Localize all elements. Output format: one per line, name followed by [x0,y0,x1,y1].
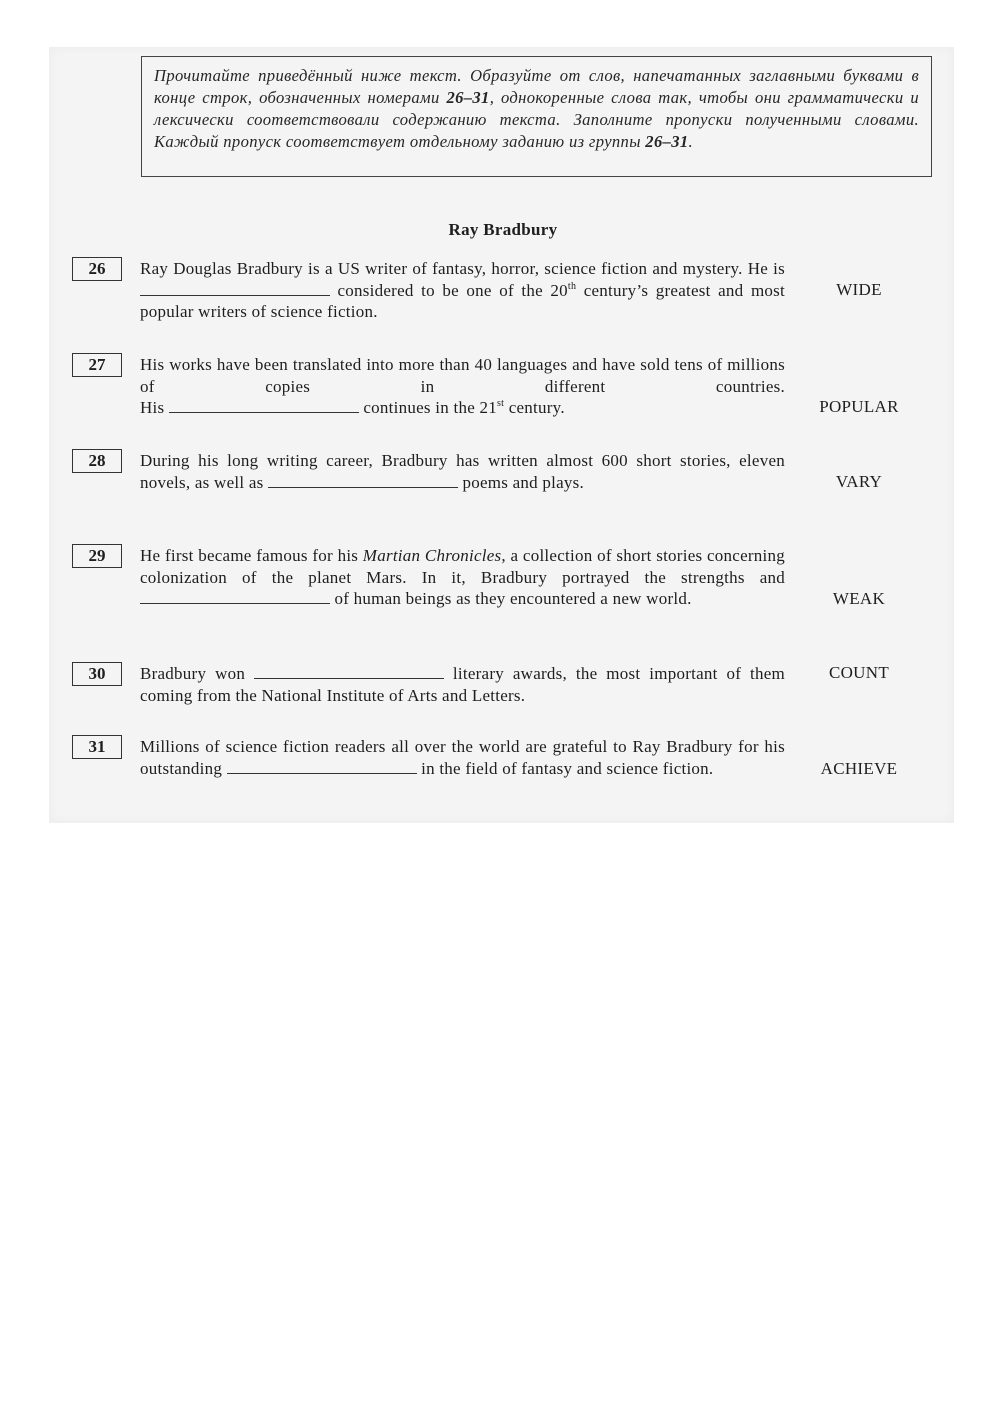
task-text-28 [140,450,785,493]
task-29-text-before: He first became famous for his [140,546,363,565]
task-26-text-after: considered to be one of the [330,280,551,300]
task-26-text-before: Ray Douglas Bradbury is a US writer of fantasy, horror, science fiction and mystery. He is [140,259,785,278]
instructions-text-1: Прочитайте приведённый ниже текст. Образуйте от слов, напечатанных заглавными буквами в конце строк, обозначенных номерами [154,66,919,107]
keyword-29: WEAK [832,589,886,608]
instructions-text-2: , однокоренные слова так, чтобы они грамматически и лексически соответствовали содержанию текста. Заполните пропуски полученными словами. Каждый пропуск соответствует отдельному заданию из группы [154,88,919,151]
task-26-text-tail: century’s greatest and most popular writers of science fiction. [140,280,786,321]
task-text-29 [140,545,785,610]
task-27-text-lines: His works have been translated into more than 40 languages and have sold tens of millions of copies in different countries. [140,355,785,396]
keyword-27: POPULAR [819,397,899,416]
answer-blank-28[interactable] [268,475,458,488]
keyword-26: WIDE [836,280,882,299]
task-29-text-after: of human beings as they encountered a new world. [330,589,692,608]
task-text-30 [140,663,785,706]
instructions-text-3: . [688,132,694,151]
task-number-29: 29 [72,544,122,568]
task-27-text-after: continues in the [358,398,480,417]
task-29-text-middle: , a collection of short stories concerning colonization of the planet Mars. In it, Bradbury portrayed the strengths and [140,546,785,587]
task-27-superscript: st [497,398,505,409]
task-28-text-after: poems and plays. [457,472,585,492]
task-27-text-tail: century. [504,398,565,417]
answer-blank-30[interactable] [254,666,444,679]
answer-blank-29[interactable] [140,591,330,604]
task-number-26: 26 [72,257,122,281]
task-number-30: 30 [72,662,122,686]
text-title: Ray Bradbury [448,220,558,239]
answer-blank-27[interactable] [169,400,359,413]
task-27-century: 21 [479,398,498,417]
answer-blank-26[interactable] [140,283,330,296]
task-28-text-before: During his long writing career, Bradbury has written almost 600 short stories, eleven novels, as well as [140,451,785,492]
instructions-range-1: 26–31 [446,88,490,107]
task-27-text-before: His [140,398,169,417]
keyword-31: ACHIEVE [820,759,898,778]
keyword-28: VARY [835,472,883,491]
task-26-superscript: th [567,280,577,292]
instructions-range-2: 26–31 [645,132,689,151]
task-number-27: 27 [72,353,122,377]
task-30-text-before: Bradbury won [140,664,255,683]
task-31-text-after: in the field of fantasy and science fiction. [416,758,714,778]
task-text-26 [140,258,785,323]
task-26-century: 20 [550,280,568,300]
task-number-28: 28 [72,449,122,473]
task-text-27 [140,354,785,419]
keyword-30: COUNT [828,663,890,682]
task-number-31: 31 [72,735,122,759]
task-text-31 [140,736,785,779]
instructions-box [141,56,932,177]
book-title: Martian Chronicles [362,546,502,565]
answer-blank-31[interactable] [227,761,417,774]
task-30-text-after: literary awards, the most important of them coming from the National Institute of Arts and Letters. [140,664,786,705]
task-31-text-before: Millions of science fiction readers all over the world are grateful to Ray Bradbury for his outstanding [140,737,785,778]
